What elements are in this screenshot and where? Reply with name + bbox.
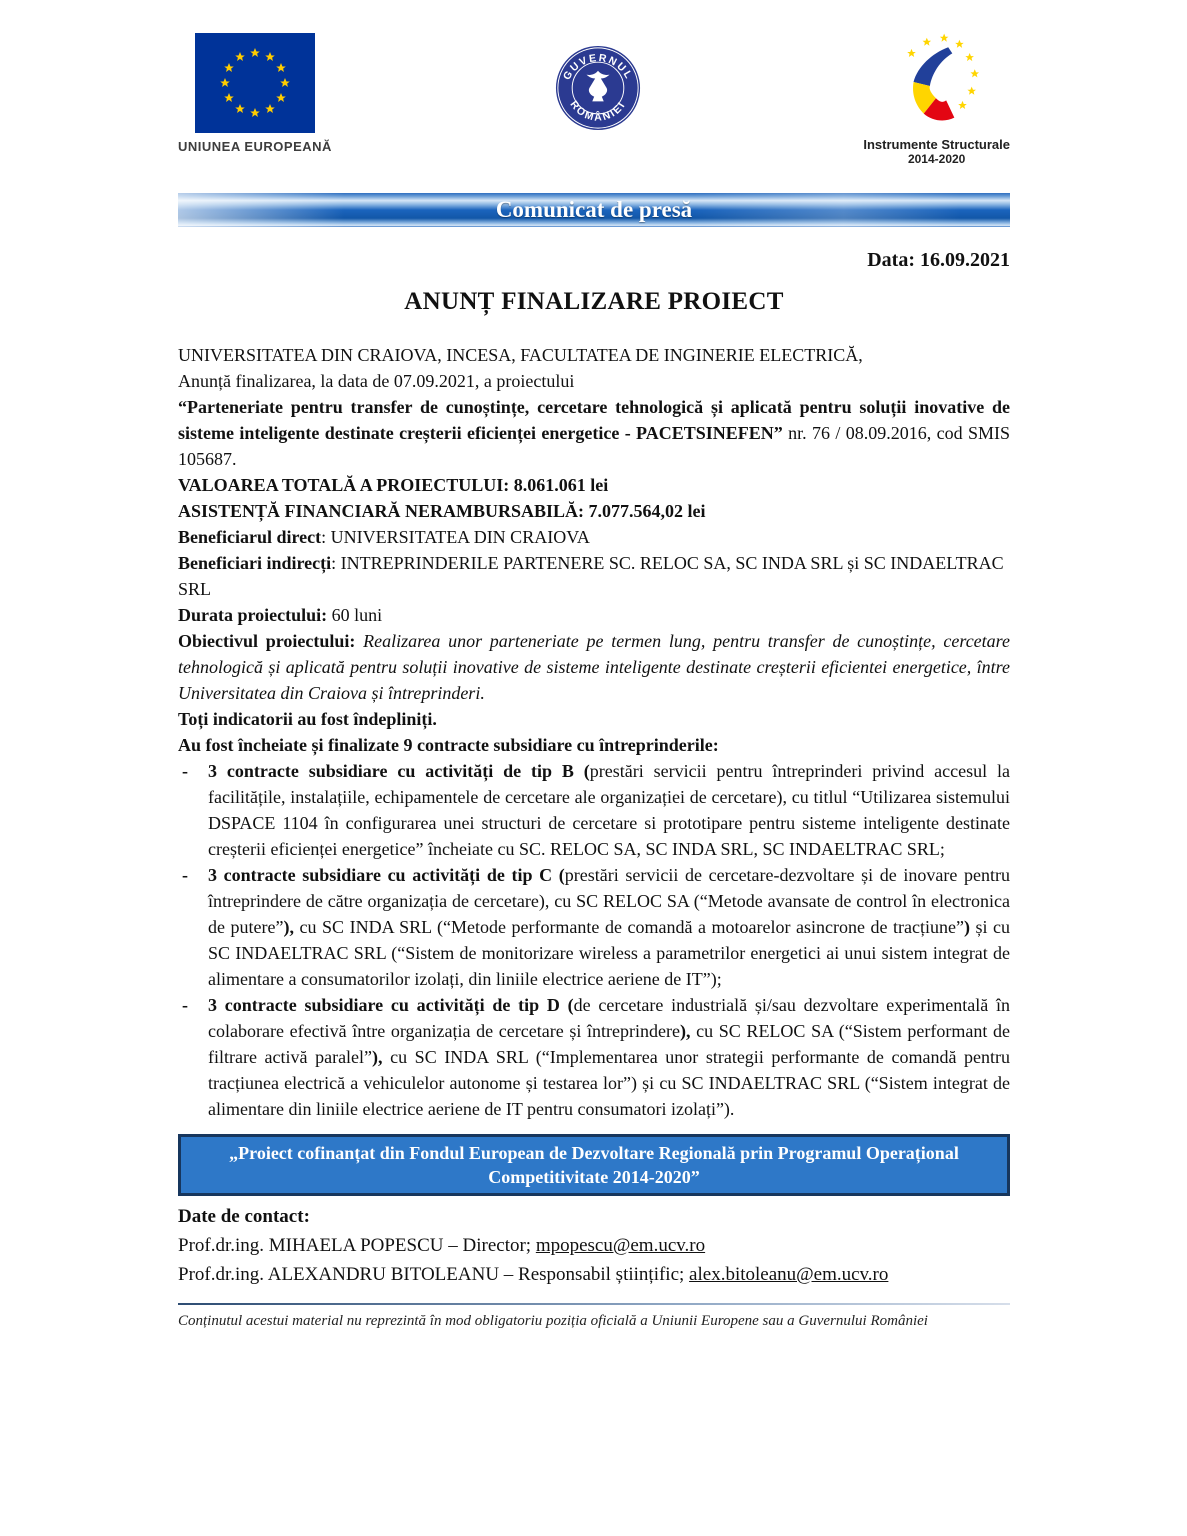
contact-person-2-text: Prof.dr.ing. ALEXANDRU BITOLEANU – Responsabil științific; [178, 1264, 690, 1285]
bullet-c-run-0: 3 contracte subsidiare cu activități de tip C ( [208, 865, 565, 885]
project-title-paragraph [178, 394, 1010, 472]
structural-instruments-logo-block [863, 33, 1010, 166]
list-item-text [208, 862, 1010, 992]
indirect-value: : INTREPRINDERILE PARTENERE SC. RELOC SA, SC INDA SRL și SC INDAELTRAC SRL [178, 553, 1004, 599]
press-release-banner-title: Comunicat de presă [495, 197, 693, 222]
bullet-dash: - [182, 995, 188, 1015]
duration-label: Durata proiectului: [178, 605, 328, 625]
footer-divider [178, 1303, 1010, 1305]
total-value-line: VALOAREA TOTALĂ A PROIECTULUI: 8.061.061 lei [178, 475, 609, 495]
intro-line-1: UNIVERSITATEA DIN CRAIOVA, INCESA, FACULTATEA DE INGINERIE ELECTRICĂ, [178, 345, 863, 365]
bullet-c-run-2: ), [283, 917, 294, 937]
press-release-banner [178, 193, 1010, 227]
bullet-c-run-1: prestări servicii de cercetare-dezvoltare și de inovare pentru întreprindere de către organizația de cercetare), cu SC RELOC SA (“Metode avansate de control în electronica de putere” [208, 865, 1010, 937]
grant-line: ASISTENȚĂ FINANCIARĂ NERAMBURSABILĂ: 7.077.564,02 lei [178, 501, 706, 521]
indirect-label: Beneficiari indirecți [178, 553, 332, 573]
eu-flag-icon [194, 33, 316, 133]
objective-text: Realizarea unor parteneriate pe termen lung, pentru transfer de cunoștințe, cercetare tehnologică și aplicată pentru soluții inovative de sisteme inteligente destinate creșterii eficientei energetice, între Universitatea din Craiova și întreprinderi. [178, 631, 1010, 703]
project-title-bold: “Parteneriate pentru transfer de cunoștințe, cercetare tehnologică și aplicată pentru soluții inovative de sisteme inteligente destinate creșterii eficienței energetice - PACETSINEFEN” [178, 397, 1010, 443]
beneficiary-label: Beneficiarul direct [178, 527, 322, 547]
eu-logo-caption: UNIUNEA EUROPEANĂ [178, 139, 332, 154]
list-item-type-d [178, 992, 1010, 1122]
document-body [178, 342, 1010, 1122]
structural-instruments-icon [879, 33, 995, 135]
structural-instruments-caption: Instrumente Structurale [863, 137, 1010, 152]
contact-section [178, 1202, 1010, 1289]
list-item-text [208, 992, 1010, 1122]
bullet-dash: - [182, 761, 188, 781]
contact-person-1-email-link[interactable]: mpopescu@em.ucv.ro [535, 1235, 706, 1256]
bullet-dash: - [182, 865, 188, 885]
bullet-c-run-3: cu SC INDA SRL (“Metode performante de comandă a motoarelor asincrone de tracțiune” [293, 917, 964, 937]
contact-person-1 [178, 1231, 1010, 1260]
bullet-c-run-5: și cu SC INDAELTRAC SRL (“Sistem de monitorizare wireless a parametrilor energetici ai unui sistem integrat de alimentare a consumatorilor izolați, din liniile electrice aeriene de IT”); [208, 917, 1010, 989]
date-line: Data: 16.09.2021 [867, 249, 1010, 271]
contact-person-2-email-link[interactable]: alex.bitoleanu@em.ucv.ro [689, 1264, 889, 1285]
page-title: ANUNȚ FINALIZARE PROIECT [404, 288, 784, 315]
footer-disclaimer: Conținutul acestui material nu reprezintă în mod obligatoriu poziția oficială a Uniunii Europene sau a Guvernului României [178, 1313, 928, 1329]
project-title-rest: nr. 76 / 08.09.2016, cod SMIS 105687. [178, 423, 1010, 469]
contact-heading: Date de contact: [178, 1206, 310, 1227]
bullet-d-run-0: 3 contracte subsidiare cu activități de tip D ( [208, 995, 574, 1015]
bullet-b-bold: 3 contracte subsidiare cu activități de tip B ( [208, 761, 590, 781]
beneficiary-value: : UNIVERSITATEA DIN CRAIOVA [321, 527, 590, 547]
objective-paragraph [178, 628, 1010, 706]
svg-text:ROMÂNIEI: ROMÂNIEI [567, 98, 629, 124]
contact-person-1-text: Prof.dr.ing. MIHAELA POPESCU – Director; [178, 1235, 536, 1256]
cofinance-banner: „Proiect cofinanțat din Fondul European de Dezvoltare Regională prin Programul Operațional Competitivitate 2014-2020” [178, 1134, 1010, 1196]
bullet-d-run-3: cu SC RELOC SA (“Sistem performant de filtrare activă paralel” [208, 1021, 1011, 1067]
indicators-line: Toți indicatorii au fost îndepliniți. [178, 709, 437, 729]
structural-instruments-years: 2014-2020 [907, 152, 966, 166]
list-item-text [208, 758, 1010, 862]
bullet-c-run-4: ) [963, 917, 970, 937]
indirect-beneficiaries-line [178, 550, 1010, 602]
duration-line [178, 602, 1010, 628]
bullet-d-run-4: ), [372, 1047, 383, 1067]
objective-label: Obiectivul proiectului: [178, 631, 356, 651]
contact-person-2 [178, 1260, 1010, 1289]
svg-text:GUVERNUL: GUVERNUL [560, 52, 635, 83]
duration-value: 60 luni [327, 605, 383, 625]
bullet-d-run-1: de cercetare industrială și/sau dezvoltare experimentală în colaborare efectivă între organizația de cercetare și întreprindere [208, 995, 1010, 1041]
list-item-type-b [178, 758, 1010, 862]
list-item-type-c [178, 862, 1010, 992]
romanian-government-seal-icon [555, 45, 641, 131]
beneficiary-line [178, 524, 1010, 550]
gov-logo-block [555, 45, 641, 131]
bullet-d-run-5: cu SC INDA SRL (“Implementarea unor strategii performante de comandă pentru tracțiunea electrică a vehiculelor autonome și testarea lor”) și cu SC INDAELTRAC SRL (“Sistem integrat de alimentare din liniile electrice aeriene de IT pentru consumatori izolați”). [208, 1047, 1011, 1119]
contracts-line: Au fost încheiate și finalizate 9 contracte subsidiare cu întreprinderile: [178, 735, 719, 755]
bullet-b-rest: prestări servicii pentru întreprinderi privind accesul la facilitățile, instalațiile, echipamentele de cercetare ale organizației de cercetare), cu titlul “Utilizarea sistemului DSPACE 1104 în configurarea unei structuri de cercetare si prototipare pentru sisteme inteligente destinate creșterii eficienței energetice” încheiate cu SC. RELOC SA, SC INDA SRL, SC INDAELTRAC SRL; [208, 761, 1010, 859]
intro-line-2: Anunță finalizarea, la data de 07.09.2021, a proiectului [178, 371, 575, 391]
bullet-d-run-2: ), [679, 1021, 691, 1041]
eu-logo-block [178, 33, 332, 154]
logo-row [178, 33, 1010, 169]
